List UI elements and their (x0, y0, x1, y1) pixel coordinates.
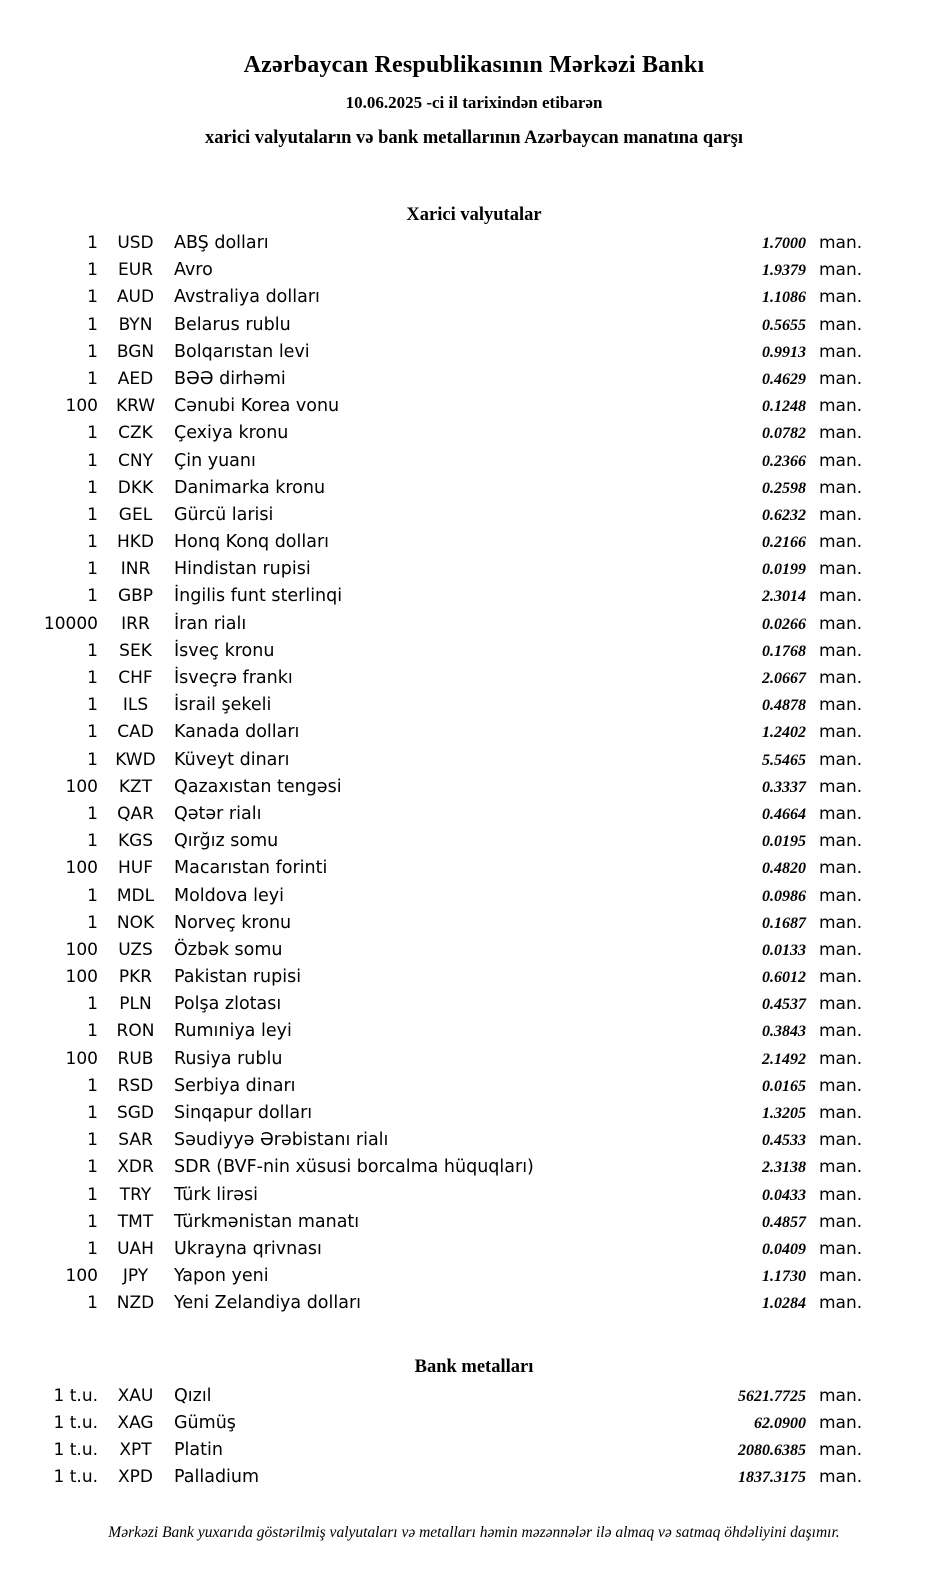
currency-name: BƏƏ dirhəmi (174, 368, 286, 389)
currency-row (0, 1049, 876, 1076)
currency-name: Sinqapur dolları (174, 1103, 313, 1123)
currency-row (0, 1239, 876, 1266)
rate-value: 0.0199 (762, 561, 806, 579)
currency-code: GBP (117, 586, 154, 607)
rate-value: 0.4537 (762, 996, 806, 1014)
unit-label: man. (819, 912, 863, 933)
currency-code: SAR (118, 1130, 153, 1151)
currency-row (0, 1021, 876, 1048)
currency-code: HUF (117, 858, 153, 879)
unit-label: man. (819, 1184, 863, 1205)
currency-name: Bolqarıstan levi (174, 341, 310, 362)
unit-label: man. (819, 1103, 863, 1123)
currency-name: İngilis funt sterlinqi (174, 586, 343, 607)
page-subtitle: xarici valyutaların və bank metallarının Azərbaycan manatına qarşı (204, 128, 744, 148)
currency-code: SEK (119, 640, 152, 661)
unit-label: man. (819, 695, 863, 716)
currency-row (0, 886, 876, 913)
unit-label: man. (819, 450, 863, 471)
currency-name: Gümüş (174, 1412, 236, 1433)
currency-row (0, 858, 876, 885)
currency-row (0, 342, 876, 369)
currency-row (0, 369, 876, 396)
currency-name: Belarus rublu (174, 314, 291, 335)
rate-value: 0.6012 (762, 969, 806, 987)
currency-name: Norveç kronu (174, 912, 292, 933)
quantity: 1 t.u. (53, 1385, 98, 1406)
unit-label: man. (819, 776, 863, 797)
quantity: 1 (87, 532, 98, 553)
currency-code: KWD (115, 749, 156, 770)
quantity: 1 (87, 722, 98, 743)
rate-value: 0.4533 (762, 1132, 806, 1150)
unit-label: man. (819, 803, 863, 824)
rate-value: 0.0133 (762, 941, 806, 959)
rate-value: 5621.7725 (738, 1387, 806, 1405)
unit-label: man. (819, 749, 863, 770)
currency-row (0, 396, 876, 423)
unit-label: man. (819, 722, 863, 743)
unit-label: man. (819, 1021, 863, 1042)
currency-code: KZT (118, 776, 153, 797)
currency-code: NOK (116, 912, 155, 933)
quantity: 1 (87, 287, 98, 308)
unit-label: man. (819, 1211, 863, 1232)
currency-name: Platin (174, 1439, 223, 1460)
rate-value: 1.1730 (762, 1268, 806, 1286)
currency-name: İsrail şekeli (174, 695, 272, 716)
rate-value: 0.2366 (762, 452, 806, 470)
currency-row (0, 831, 876, 858)
currency-name: Gürcü larisi (174, 504, 274, 525)
currency-code: PKR (118, 967, 153, 988)
quantity: 1 (87, 368, 98, 389)
currency-name: Serbiya dinarı (174, 1075, 296, 1096)
rate-value: 0.0433 (762, 1186, 806, 1204)
currency-name: Rusiya rublu (174, 1048, 283, 1069)
metal-row (0, 1440, 876, 1467)
unit-label: man. (819, 613, 863, 634)
unit-label: man. (819, 314, 863, 335)
unit-label: man. (819, 1048, 863, 1069)
rate-value: 0.4629 (762, 370, 806, 388)
unit-label: man. (819, 341, 863, 362)
metal-row (0, 1413, 876, 1440)
currency-row (0, 695, 876, 722)
currency-name: İsveçrə frankı (174, 668, 293, 688)
currency-name: Palladium (174, 1467, 260, 1488)
currency-code: SGD (116, 1103, 155, 1123)
rate-value: 0.0409 (762, 1240, 806, 1258)
currency-name: İsveç kronu (174, 640, 275, 661)
unit-label: man. (819, 504, 863, 525)
currency-row (0, 532, 876, 559)
rate-value: 1.1086 (762, 289, 806, 307)
unit-label: man. (819, 1385, 863, 1406)
currency-name: Çexiya kronu (174, 423, 289, 444)
quantity: 1 t.u. (53, 1412, 98, 1433)
unit-label: man. (819, 532, 863, 553)
unit-label: man. (819, 967, 863, 988)
currency-name: Avro (174, 260, 213, 281)
currency-code: XDR (117, 1157, 154, 1178)
unit-label: man. (819, 1238, 863, 1259)
currency-row (0, 586, 876, 613)
currency-name: Avstraliya dolları (174, 287, 320, 308)
unit-label: man. (819, 1266, 863, 1287)
quantity: 1 (87, 1021, 98, 1042)
rate-value: 2080.6385 (738, 1441, 806, 1459)
currency-name: Ukrayna qrivnası (174, 1238, 322, 1259)
currency-code: MDL (116, 885, 155, 906)
unit-label: man. (819, 1130, 863, 1151)
quantity: 1 (87, 423, 98, 444)
unit-label: man. (819, 396, 863, 417)
rate-value: 0.1768 (762, 642, 806, 660)
unit-label: man. (819, 831, 863, 852)
rate-value: 1.3205 (762, 1105, 806, 1122)
quantity: 100 (65, 939, 98, 960)
rate-value: 2.3138 (762, 1159, 806, 1177)
rate-value: 1.7000 (762, 235, 806, 252)
quantity: 100 (65, 967, 98, 988)
quantity: 1 (87, 1184, 98, 1205)
unit-label: man. (819, 1467, 863, 1488)
quantity: 1 (87, 695, 98, 716)
quantity: 1 (87, 477, 98, 498)
unit-label: man. (819, 368, 863, 389)
rate-value: 0.2598 (762, 479, 806, 497)
currency-code: EUR (118, 260, 153, 281)
quantity: 1 (87, 233, 98, 253)
quantity: 1 (87, 314, 98, 335)
rate-value: 0.3843 (762, 1023, 806, 1041)
unit-label: man. (819, 1439, 863, 1460)
unit-label: man. (819, 1293, 863, 1314)
currency-name: Macarıstan forinti (174, 858, 328, 879)
quantity: 1 (87, 1211, 98, 1232)
rate-value: 0.4857 (762, 1213, 806, 1231)
quantity: 1 (87, 640, 98, 661)
quantity: 100 (65, 776, 98, 797)
currency-name: Yeni Zelandiya dolları (174, 1293, 362, 1314)
currency-name: Rumıniya leyi (174, 1021, 292, 1042)
rate-value: 1.2402 (762, 724, 806, 742)
quantity: 1 (87, 504, 98, 525)
page-header (0, 0, 948, 149)
currency-code: TMT (117, 1211, 154, 1232)
currency-name: Türk lirəsi (174, 1184, 258, 1205)
rate-value: 0.0986 (762, 887, 806, 905)
currency-code: BGN (116, 341, 155, 362)
currency-name: Pakistan rupisi (174, 967, 302, 988)
quantity: 1 (87, 341, 98, 362)
currency-code: AED (117, 368, 154, 389)
currency-code: XPD (118, 1467, 153, 1488)
unit-label: man. (819, 260, 863, 281)
currency-name: Moldova leyi (174, 885, 284, 906)
currency-code: USD (117, 233, 154, 253)
quantity: 1 (87, 1130, 98, 1151)
currency-code: NZD (116, 1293, 155, 1314)
quantity: 1 (87, 803, 98, 824)
rate-value: 0.1248 (762, 398, 806, 416)
currency-code: PLN (119, 994, 152, 1015)
rate-value: 0.4820 (762, 860, 806, 878)
quantity: 1 (87, 586, 98, 607)
currency-row (0, 478, 876, 505)
currency-row (0, 1293, 876, 1320)
unit-label: man. (819, 233, 863, 253)
quantity: 1 (87, 749, 98, 770)
currency-code: CZK (118, 423, 153, 444)
unit-label: man. (819, 1157, 863, 1178)
currency-code: INR (120, 559, 151, 580)
quantity: 1 (87, 912, 98, 933)
metals-section-title: Bank metalları (414, 1356, 534, 1377)
currency-row (0, 668, 876, 695)
currency-code: JPY (122, 1266, 149, 1287)
currency-name: Hindistan rupisi (174, 559, 311, 580)
unit-label: man. (819, 559, 863, 580)
currency-name: Qətər rialı (174, 803, 262, 824)
rate-value: 2.3014 (762, 588, 806, 606)
currency-row (0, 287, 876, 314)
currency-code: KGS (117, 831, 154, 852)
rate-value: 0.0195 (762, 833, 806, 851)
rate-value: 0.0266 (762, 615, 806, 633)
currency-name: Polşa zlotası (174, 994, 282, 1015)
currency-row (0, 1266, 876, 1293)
quantity: 1 (87, 885, 98, 906)
currency-code: UZS (118, 939, 153, 960)
unit-label: man. (819, 423, 863, 444)
rate-value: 0.4878 (762, 697, 806, 715)
currency-row (0, 940, 876, 967)
quantity: 100 (65, 1048, 98, 1069)
currency-code: RON (116, 1021, 155, 1042)
quantity: 1 (87, 994, 98, 1015)
metals-table (0, 1386, 948, 1495)
currency-row (0, 423, 876, 450)
currency-row (0, 451, 876, 478)
quantity: 100 (65, 1266, 98, 1287)
quantity: 1 (87, 450, 98, 471)
quantity: 1 (87, 559, 98, 580)
disclaimer-text: Mərkəzi Bank yuxarıda göstərilmiş valyutaları və metalları həmin məzənnələr ilə almaq və satmaq öhdəliyini daşımır. (108, 1524, 840, 1542)
currency-code: CNY (118, 450, 153, 471)
currency-name: Honq Konq dolları (174, 532, 330, 553)
currency-name: ABŞ dolları (174, 233, 269, 253)
currency-code: UAH (117, 1238, 154, 1259)
currency-row (0, 260, 876, 287)
currency-code: RSD (117, 1075, 154, 1096)
unit-label: man. (819, 640, 863, 661)
quantity: 1 (87, 668, 98, 688)
currency-name: Küveyt dinarı (174, 749, 290, 770)
rate-value: 0.0782 (762, 425, 806, 443)
unit-label: man. (819, 668, 863, 688)
currency-code: IRR (121, 613, 150, 634)
currency-row (0, 614, 876, 641)
currency-row (0, 315, 876, 342)
currency-code: CHF (118, 668, 153, 688)
currency-name: Türkmənistan manatı (174, 1211, 360, 1232)
quantity: 1 (87, 831, 98, 852)
currency-row (0, 641, 876, 668)
currencies-table (0, 233, 948, 1321)
currency-row (0, 1157, 876, 1184)
currency-row (0, 505, 876, 532)
rate-value: 0.9913 (762, 343, 806, 361)
metal-row (0, 1386, 876, 1413)
currency-row (0, 777, 876, 804)
rate-value: 5.5465 (762, 751, 806, 769)
currency-code: XPT (119, 1439, 152, 1460)
quantity: 10000 (43, 613, 98, 634)
currency-row (0, 1130, 876, 1157)
rate-value: 0.5655 (762, 316, 806, 334)
unit-label: man. (819, 939, 863, 960)
currency-row (0, 967, 876, 994)
currency-code: BYN (118, 314, 153, 335)
currency-name: Yapon yeni (174, 1266, 269, 1287)
currency-row (0, 559, 876, 586)
currency-code: AUD (116, 287, 155, 308)
quantity: 1 (87, 1075, 98, 1096)
rate-value: 1.0284 (762, 1295, 806, 1313)
rate-value: 0.4664 (762, 805, 806, 823)
currency-name: Səudiyyə Ərəbistanı rialı (174, 1130, 389, 1151)
rate-value: 0.6232 (762, 506, 806, 524)
currency-row (0, 1076, 876, 1103)
quantity: 1 (87, 1293, 98, 1314)
currency-row (0, 994, 876, 1021)
unit-label: man. (819, 586, 863, 607)
currency-code: TRY (119, 1184, 152, 1205)
rate-value: 2.0667 (762, 670, 806, 687)
currency-code: ILS (122, 695, 149, 716)
currency-code: DKK (117, 477, 154, 498)
quantity: 1 (87, 260, 98, 281)
rate-value: 0.3337 (762, 778, 806, 796)
quantity: 1 (87, 1103, 98, 1123)
quantity: 1 t.u. (53, 1439, 98, 1460)
currency-code: HKD (116, 532, 155, 553)
currency-name: Qazaxıstan tengəsi (174, 776, 342, 797)
currency-name: İran rialı (174, 613, 247, 634)
currencies-section-title: Xarici valyutalar (406, 205, 542, 225)
rate-value: 2.1492 (762, 1050, 806, 1068)
rate-value: 0.0165 (762, 1077, 806, 1095)
unit-label: man. (819, 287, 863, 308)
quantity: 100 (65, 858, 98, 879)
currency-code: RUB (117, 1048, 154, 1069)
rate-value: 0.1687 (762, 914, 806, 932)
quantity: 100 (65, 396, 98, 417)
rate-value: 0.2166 (762, 534, 806, 552)
currency-code: KRW (115, 396, 156, 417)
currency-name: Cənubi Korea vonu (174, 396, 340, 417)
currency-row (0, 1103, 876, 1130)
currency-row (0, 722, 876, 749)
currency-row (0, 913, 876, 940)
currency-row (0, 804, 876, 831)
unit-label: man. (819, 885, 863, 906)
currency-code: GEL (118, 504, 153, 525)
currency-name: Qızıl (174, 1385, 212, 1406)
rate-value: 1.9379 (762, 262, 806, 280)
unit-label: man. (819, 477, 863, 498)
unit-label: man. (819, 994, 863, 1015)
unit-label: man. (819, 858, 863, 879)
unit-label: man. (819, 1075, 863, 1096)
currency-name: Danimarka kronu (174, 477, 326, 498)
currency-name: Çin yuanı (174, 450, 256, 471)
currency-code: XAU (117, 1385, 154, 1406)
currency-row (0, 1212, 876, 1239)
currency-code: CAD (117, 722, 154, 743)
currency-name: Qırğız somu (174, 831, 279, 852)
currency-name: Kanada dolları (174, 722, 300, 743)
currency-name: SDR (BVF-nin xüsusi borcalma hüquqları) (174, 1157, 534, 1178)
currency-code: QAR (117, 803, 154, 824)
rate-value: 62.0900 (754, 1414, 806, 1432)
currency-row (0, 1185, 876, 1212)
quantity: 1 (87, 1157, 98, 1178)
currency-code: XAG (117, 1412, 154, 1433)
currency-name: Özbək somu (174, 939, 283, 960)
quantity: 1 (87, 1238, 98, 1259)
currency-row (0, 233, 876, 260)
effective-date-line: 10.06.2025 -ci il tarixindən etibarən (345, 93, 603, 112)
quantity: 1 t.u. (53, 1467, 98, 1488)
currency-row (0, 750, 876, 777)
page-title: Azərbaycan Respublikasının Mərkəzi Bankı (243, 52, 705, 78)
metal-row (0, 1467, 876, 1494)
unit-label: man. (819, 1412, 863, 1433)
rate-value: 1837.3175 (738, 1469, 806, 1487)
